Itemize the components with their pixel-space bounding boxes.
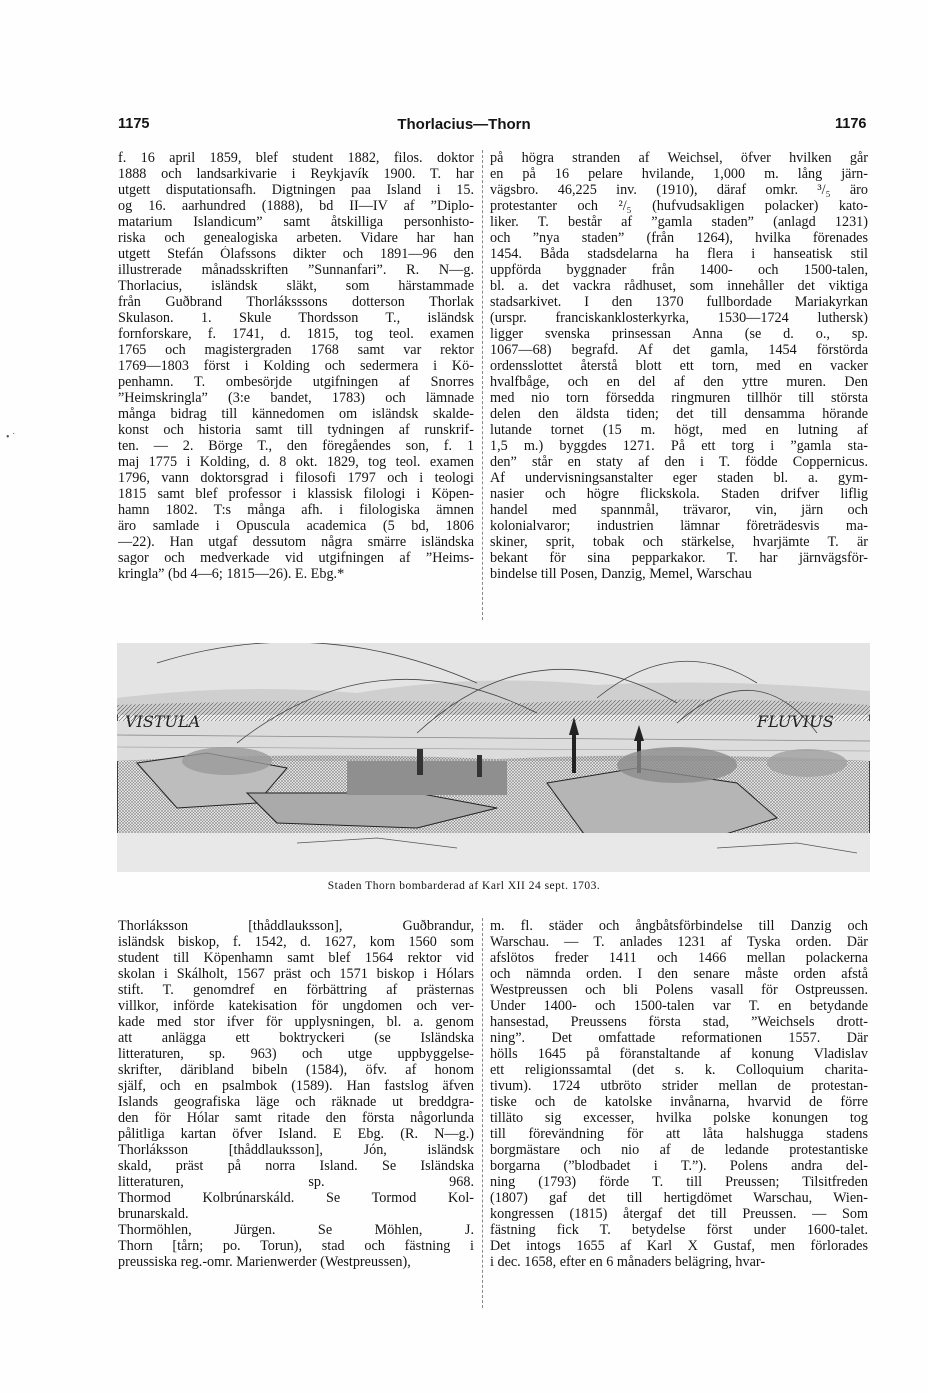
engraving-thorn-bombardment [117,643,870,872]
text-line: ”Heimskringla” (3:e bandet, 1783) och lämnade [118,389,474,406]
text-line: bekant för sina pepparkakor. T. har järnvägsför- [490,549,868,566]
text-line: 1454. Båda stadsdelarna ha flera i hanseatisk stil [490,245,868,262]
text-line: Under 1400- och 1500-talen var T. en betydande [490,997,868,1014]
text-line: —22). Han utgaf dessutom några smärre isländska [118,533,474,550]
text-line: äro samlade i Opuscula academica (5 bd, 1806 [118,517,474,534]
text-line: skolan i Skálholt, 1567 präst och 1571 biskop i Hólars [118,965,474,982]
text-line: kongressen (1815) återgaf det till Preussen. — Som [490,1205,868,1222]
text-line: på högra stranden af Weichsel, öfver hvilken går [490,150,868,166]
text-line: kolonialvaror; industrien lämnar företrädesvis ma- [490,517,868,534]
text-line: tilläto sig excesser, hvilka polske konungen tog [490,1109,868,1126]
column-top-right [490,150,868,582]
text-line: att anlägga ett boktryckeri (se Isländska [118,1029,474,1046]
text-line: konst och historia samt till tydningen af runskrif- [118,421,474,438]
text-line: Warschau. — T. anlades 1231 af Tyska orden. Där [490,933,868,950]
text-line: preussiska reg.-omr. Marienwerder (Westpreussen), [118,1253,411,1270]
plate-inscription-left: VISTULA [125,712,201,731]
text-line: borgmästare och nio af de ledande protestantiske [490,1141,868,1158]
text-line: ning (1793) förde T. till Preussen; Tilsitfreden [490,1173,868,1190]
text-line: en på 16 pelare hvilande, 1,000 m. lång järn- [490,165,868,182]
engraving-illustration [117,643,870,872]
text-line: Det intogs 1655 af Karl X Gustaf, men förlorades [490,1237,868,1254]
text-line: lutande tornet (15 m. högt, med en lutning af [490,421,868,438]
text-line: ning”. Det omfattade reformationen 1557. Där [490,1029,868,1046]
text-line: bl. a. det vackra rådhuset, som innehåller det viktiga [490,277,868,294]
text-line: skald, präst på norra Island. Se Isländska [118,1157,474,1174]
column-bottom-left [118,918,474,1270]
text-line: utgett Stefán Ólafssons dikter och 1891—96 den [118,245,474,262]
running-title: Thorlacius—Thorn [397,116,531,133]
text-line: Skulason. 1. Skule Thordsson T., isländsk [118,309,474,326]
text-line: 1769—1803 först i Kolding och sedermera i Kö- [118,357,474,374]
text-line: handel med spannmål, trävaror, vin, järn och [490,501,868,518]
text-line: hamn 1802. T:s många afh. i filologiska ämnen [118,501,474,518]
text-line: illustrerade månadsskriften ”Sunnanfari”. R. N—g. [118,261,474,278]
text-line: afslötos freder 1411 och 1466 mellan polackerna [490,949,868,966]
text-line: borgarna (”blodbadet i T.”). Polens andra del- [490,1157,868,1174]
text-line: Af undervisningsanstalter eger staden bl. a. gym- [490,469,868,486]
text-line: 1796, vann doktorsgrad i filosofi 1797 och i teologi [118,469,474,486]
page-header [0,116,928,138]
text-line: i dec. 1658, efter en 6 månaders belägring, hvar- [490,1253,766,1270]
text-line: fornforskare, f. 1741, d. 1815, tog teol. examen [118,325,474,342]
text-line: sagor och medverkade vid utgifningen af ”Heims- [118,549,474,566]
text-line: ordensslottet återstå blott ett torn, med en vacker [490,357,868,374]
text-line: 1,5 m.) byggdes 1271. På ett torg i ”gamla sta- [490,437,868,454]
text-line: skiner, sprit, tobak och stärkelse, hvarjämte T. är [490,533,868,550]
text-line: (urspr. franciskanklosterkyrka, 1530—1724 luthersk) [490,309,868,326]
text-line: litteraturen, sp. 963) och utge uppbyggelse- [118,1045,474,1062]
page-number-left: 1175 [118,116,150,132]
text-line: och nämnda orden. I den senare måste orden afstå [490,965,868,982]
text-line: matarium Islandicum” samt åtskilliga personhisto- [118,213,474,230]
text-line: og 16. aarhundred (1888), bd II—IV af ”Diplo- [118,197,474,214]
text-line: stadsarkivet. I den 1370 fullbordade Mariakyrkan [490,293,868,310]
column-divider-top [482,150,483,620]
text-line: ten. — 2. Börge T., den föregåendes son, f. 1 [118,437,474,454]
text-line: till förevändning för att låta halshugga stadens [490,1125,868,1142]
text-line: den för Hólar samt ritade den första någorlunda [118,1109,474,1126]
text-line: protestanter och ²/₅ (hufvudsakligen polacker) kato- [490,197,868,214]
page-number-right: 1176 [835,116,867,132]
text-line: uppförda byggnader från 1400- och 1500-talen, [490,261,868,278]
column-divider-bottom [482,918,483,1308]
text-line: liker. T. består af ”gamla staden” (anlagd 1231) [490,213,868,230]
text-line: hvalfbåge, och en del af den yttre muren. Den [490,373,868,390]
text-line: 1765 och magistergraden 1768 samt var rektor [118,341,474,358]
text-line: stift. T. genomdref en förbättring af prästernas [118,981,474,998]
text-line: Thorlacius, isländsk släkt, som härstammade [118,277,474,294]
text-line: pålitliga kartan öfver Island. E Ebg. (R. N—g.) [118,1125,474,1142]
text-line: Thorláksson [thåddlauksson], Jón, isländsk [118,1141,474,1158]
text-line: från Guðbrand Thorláksssons dotterson Thorlak [118,293,474,310]
text-line: utgett disputationsafh. Digtningen paa Island i 15. [118,181,474,198]
text-line: hansestad, Preussens första stad, ”Weichsels drott- [490,1013,868,1030]
text-line: Thormod Kolbrúnarskáld. Se Tormod Kol- [118,1189,474,1206]
text-line: litteraturen, sp. 968. [118,1173,474,1190]
text-line: 1888 och landsarkivarie i Reykjavík 1900. T. har [118,165,474,182]
text-line: tivum). 1724 utbröto strider mellan de protestan- [490,1077,868,1094]
text-line: penhamn. T. ombesörjde utgifningen af Snorres [118,373,474,390]
text-line: 1815 samt blef professor i klassisk filologi i Köpen- [118,485,474,502]
text-line: villkor, införde katekisation för ungdomen och ver- [118,997,474,1014]
text-line: Thormöhlen, Jürgen. Se Möhlen, J. [118,1221,474,1238]
margin-mark: • ˙ [6,432,16,443]
text-line: maj 1775 i Kolding, d. 8 okt. 1829, tog teol. examen [118,453,474,470]
text-line: ligger svenska prinsessan Anna (se d. o., sp. [490,325,868,342]
text-line: m. fl. städer och ångbåtsförbindelse till Danzig och [490,918,868,934]
plate-inscription-right: FLUVIUS [757,712,834,731]
text-line: riska och genealogiska arbeten. Vidare har han [118,229,474,246]
text-line: skrifter, däribland bibeln (1584), öfv. af honom [118,1061,474,1078]
text-line: själf, och en psalmbok (1589). Han fastslog äfven [118,1077,474,1094]
text-line: fästning fick T. betydelse först under 1600-talet. [490,1221,868,1238]
text-line: ett religionssamtal (det s. k. Colloquium charita- [490,1061,868,1078]
text-line: många bidrag till kännedomen om isländsk skalde- [118,405,474,422]
text-line: och ”nya staden” (från 1264), hvilka förenades [490,229,868,246]
text-line: bindelse till Posen, Danzig, Memel, Warschau [490,565,752,582]
text-line: kringla” (bd 4—6; 1815—26). E. Ebg.* [118,565,345,582]
text-line: med nio torn försedda ringmuren tillhör till största [490,389,868,406]
text-line: hölls 1645 på föranstaltande af konung Vladislav [490,1045,868,1062]
text-line: Thorn [tårn; po. Torun), stad och fästning i [118,1237,474,1254]
text-line: 1067—68) begrafd. Af det gamla, 1454 förstörda [490,341,868,358]
text-line: vägsbro. 46,225 inv. (1910), däraf omkr. ³/₅ äro [490,181,868,198]
text-line: Thorláksson [thåddlauksson], Guðbrandur, [118,918,474,934]
column-bottom-right [490,918,868,1270]
text-line: nasier och högre flickskola. Staden drifver liflig [490,485,868,502]
text-line: f. 16 april 1859, blef student 1882, filos. doktor [118,150,474,166]
text-line: Islands geografiska läge och räknade ut breddgra- [118,1093,474,1110]
text-line: delen den äldsta tiden; det till densamma hörande [490,405,868,422]
column-top-left [118,150,474,582]
text-line: isländsk biskop, f. 1542, d. 1627, kom 1560 som [118,933,474,950]
text-line: kade med stor ifver för upplysningen, bl. a. genom [118,1013,474,1030]
text-line: brunarskald. [118,1205,189,1222]
text-line: tiske och de katolske invånarna, hvarvid de förre [490,1093,868,1110]
text-line: student till Köpenhamn samt blef 1564 rektor vid [118,949,474,966]
plate-caption: Staden Thorn bombarderad af Karl XII 24 sept. 1703. [327,880,601,892]
text-line: Westpreussen och bli Polens vasall för Ostpreussen. [490,981,868,998]
text-line: den” står en staty af den i T. födde Coppernicus. [490,453,868,470]
text-line: (1807) gaf det till hertigdömet Warschau, Wien- [490,1189,868,1206]
